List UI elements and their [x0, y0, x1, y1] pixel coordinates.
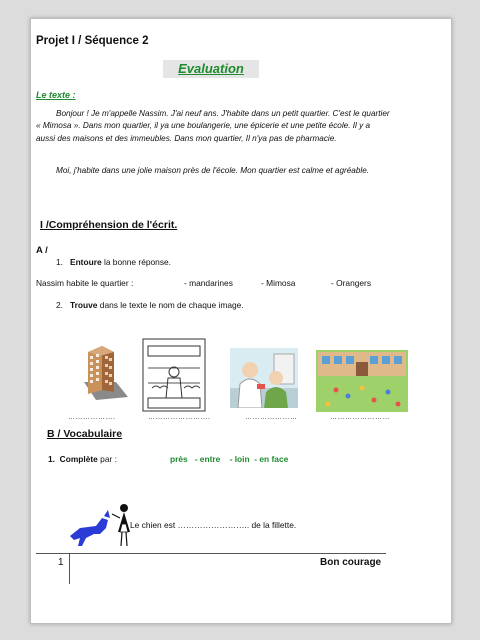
answer-blank-1[interactable]: ……………….: [68, 414, 116, 421]
sentence-blank[interactable]: ……………………..: [177, 520, 250, 530]
question-keyword: Complète: [59, 454, 98, 464]
vocab-sentence: [130, 520, 296, 530]
question-text: dans le texte le nom de chaque image.: [99, 300, 244, 310]
boulangerie-image: [142, 338, 206, 412]
option-mandarines[interactable]: - mandarines: [184, 278, 233, 288]
question-number: 1.: [56, 257, 63, 267]
sentence-end: de la fillette.: [251, 520, 297, 530]
mcq-prompt: Nassim habite le quartier :: [36, 278, 134, 288]
question-1: [56, 257, 171, 267]
multiple-choice-line: [36, 278, 416, 288]
question-keyword: Entoure: [69, 257, 102, 267]
question-number: 1.: [48, 454, 55, 464]
question-text: la bonne réponse.: [103, 257, 172, 267]
question-number: 2.: [56, 300, 63, 310]
building-image: [70, 342, 130, 402]
footer-divider: [36, 553, 386, 554]
closing-text: Bon courage: [320, 557, 382, 568]
ecole-image: [316, 350, 408, 412]
word-pres: près: [170, 454, 188, 464]
sentence-start: Le chien est: [130, 520, 176, 530]
vocab-question-1: [48, 454, 289, 464]
part-a-label: A /: [36, 245, 48, 256]
page-number: 1: [58, 557, 64, 568]
answer-blank-3[interactable]: …………………: [245, 414, 298, 421]
text-paragraph-1: Bonjour ! Je m'appelle Nassim. J'ai neuf ans. J'habite dans un petit quartier. C'est le quartier « Mimosa ». Dans mon quartier, il ya une boulangerie, une épicerie et une petite école. Il y a aussi des maisons et des immeubles. Dans mon quartier, Il n'ya pas de pharmacie.: [36, 109, 390, 143]
evaluation-title: Evaluation: [178, 61, 244, 76]
answer-blank-4[interactable]: ……………………: [330, 414, 390, 421]
question-2: [56, 300, 244, 310]
texte-label: Le texte :: [36, 90, 76, 100]
question-keyword: Trouve: [69, 300, 98, 310]
pharmacie-image: [230, 348, 298, 408]
word-en-face: - en face: [254, 454, 289, 464]
text-paragraph-2: Moi, j'habite dans une jolie maison près de l'école. Mon quartier est calme et agréable.: [56, 166, 370, 175]
word-loin: - loin: [229, 454, 250, 464]
dog-girl-image: [66, 502, 138, 548]
word-entre: - entre: [194, 454, 221, 464]
option-orangers[interactable]: - Orangers: [331, 278, 372, 288]
page-header: Projet I / Séquence 2: [36, 35, 149, 47]
answer-blank-2[interactable]: …………………….: [148, 414, 211, 421]
question-text: par :: [100, 454, 117, 464]
footer-vertical-divider: [69, 554, 70, 584]
option-mimosa[interactable]: - Mimosa: [261, 278, 296, 288]
section-comprehension-title: I /Compréhension de l'écrit.: [40, 219, 178, 231]
section-vocabulaire-title: B / Vocabulaire: [47, 428, 123, 440]
